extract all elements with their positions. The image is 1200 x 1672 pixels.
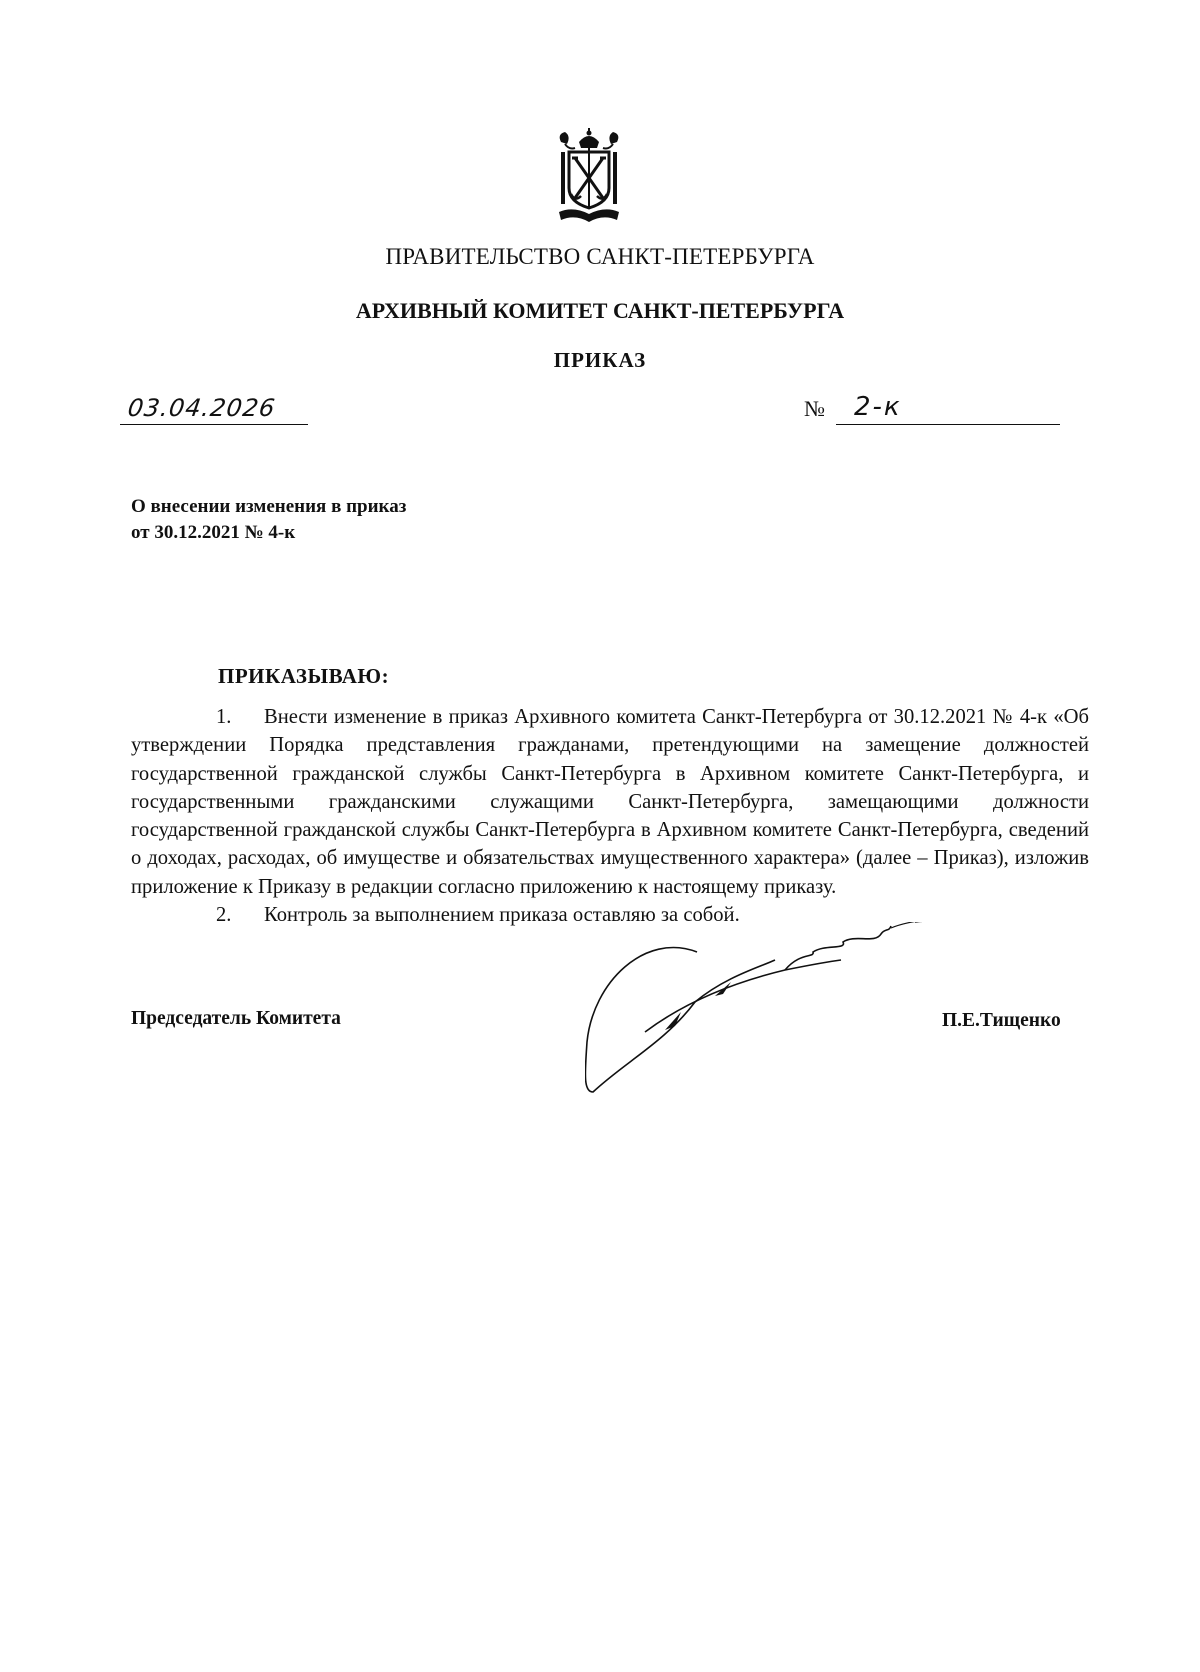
- coat-of-arms-icon: [555, 128, 623, 224]
- document-type: ПРИКАЗ: [553, 348, 647, 372]
- subject-line: О внесении изменения в приказ: [131, 496, 407, 517]
- committee-title: АРХИВНЫЙ КОМИТЕТ САНКТ-ПЕТЕРБУРГА: [355, 298, 845, 323]
- subject-line: от 30.12.2021 № 4-к: [131, 522, 296, 543]
- government-title: ПРАВИТЕЛЬСТВО САНКТ-ПЕТЕРБУРГА: [385, 244, 815, 269]
- order-date-field: [120, 390, 308, 425]
- order-number: 2-к: [854, 392, 902, 422]
- order-body: [131, 703, 1089, 929]
- signature-icon: [585, 922, 1035, 1142]
- order-date: 03.04.2026: [126, 394, 278, 422]
- signatory-title: Председатель Комитета: [131, 1008, 341, 1029]
- order-item: [131, 703, 1089, 901]
- order-subject: [131, 494, 406, 546]
- signatory-name: П.Е.Тищенко: [942, 1010, 1061, 1031]
- item-number: 2.: [216, 904, 232, 927]
- item-text: Контроль за выполнением приказа оставляю за собой.: [264, 904, 740, 927]
- item-text: Внести изменение в приказ Архивного комитета Санкт-Петербурга от 30.12.2021 № 4-к «Об утверждении Порядка представления гражданами, претендующими на замещение должностей государственной гражданской службы Санкт-Петербурга в Архивном комитете Санкт-Петербурга, и государственными гражданскими служащими Санкт-Петербурга, замещающими должности государственной гражданской службы Санкт-Петербурга в Архивном комитете Санкт-Петербурга, сведений о доходах, расходах, об имуществе и обязательствах имущественного характера» (далее – Приказ), изложив приложение к Приказу в редакции согласно приложению к настоящему приказу.: [131, 706, 1089, 898]
- item-number: 1.: [216, 706, 232, 728]
- order-number-field: [836, 388, 1060, 425]
- number-label: №: [804, 396, 825, 421]
- decree-heading: ПРИКАЗЫВАЮ:: [218, 664, 390, 688]
